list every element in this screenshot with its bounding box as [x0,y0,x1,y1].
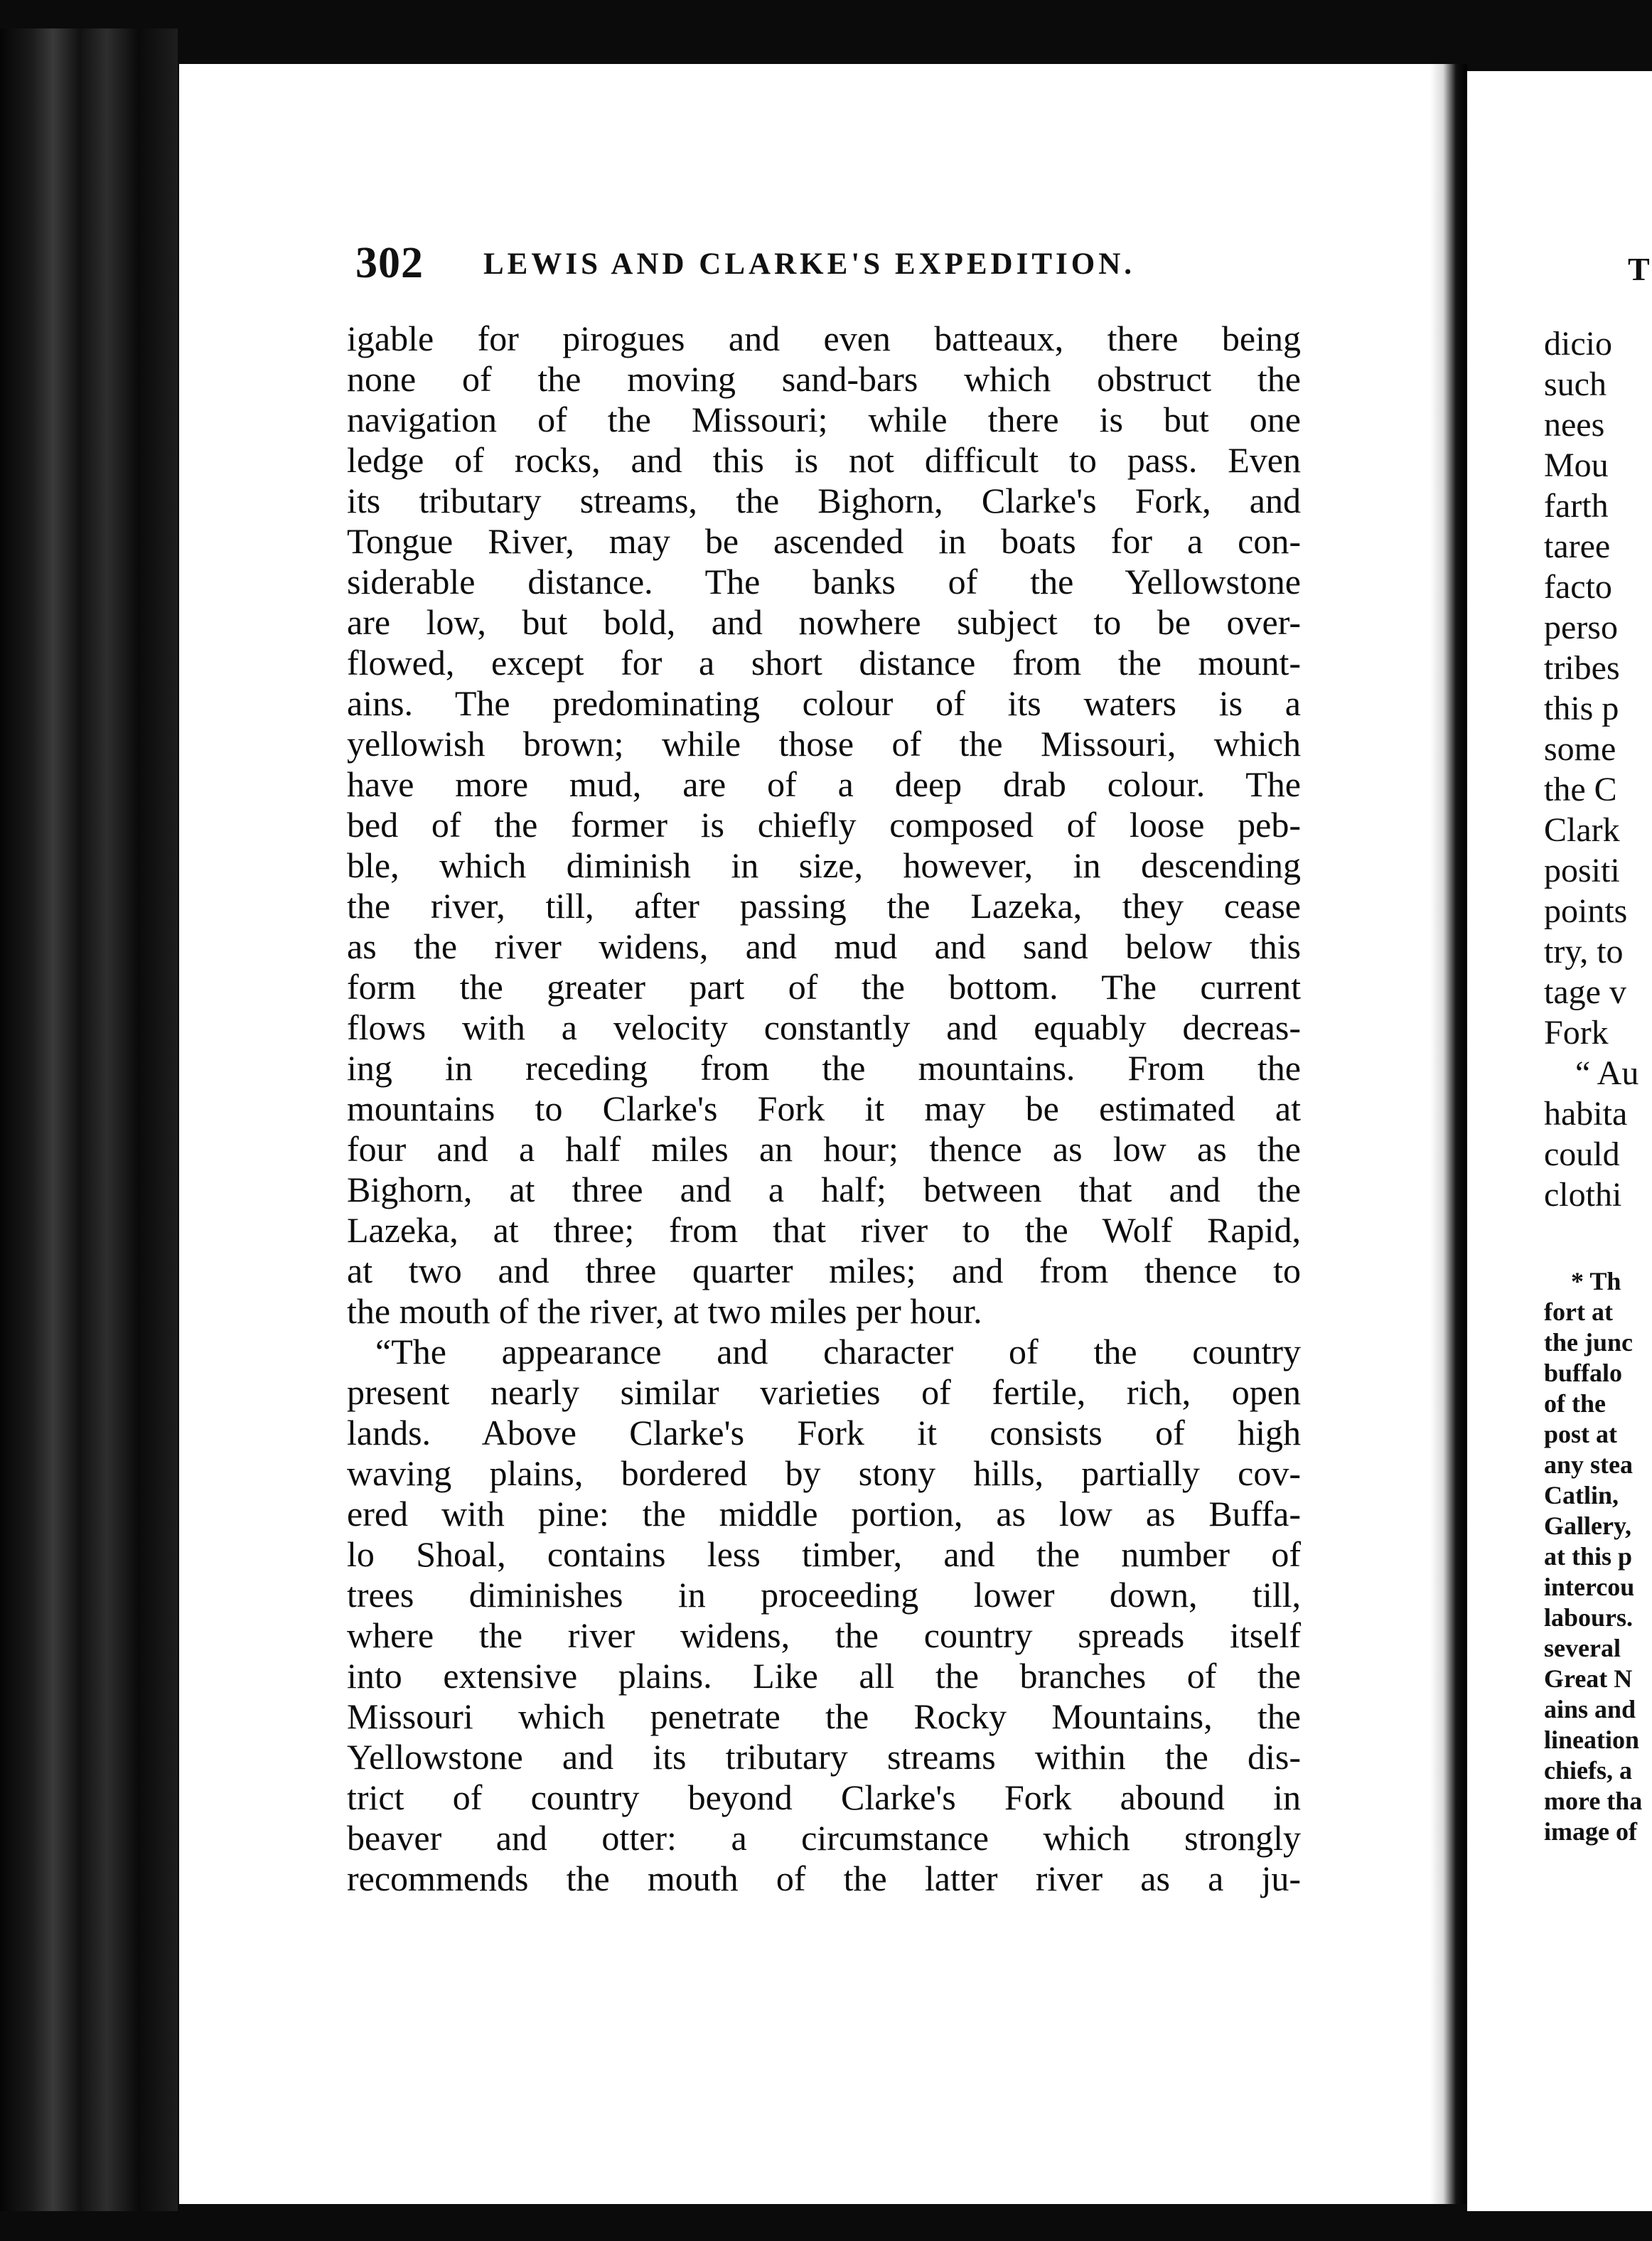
facing-text-fragment: Mou [1544,446,1609,484]
book-gutter [1430,64,1467,2204]
facing-footnote-fragment: any stea [1544,1450,1633,1479]
facing-footnote-fragment: Catlin, [1544,1481,1619,1509]
text-line: Bighorn, at three and a half; between that and the [347,1170,1301,1209]
page-number: 302 [355,239,424,287]
facing-footnote-fragment: Gallery, [1544,1512,1631,1540]
text-line: Lazeka, at three; from that river to the Wolf Rapid, [347,1210,1301,1250]
facing-footnote-fragment: buffalo [1544,1359,1623,1387]
facing-text-fragment: this p [1544,690,1619,727]
text-line: present nearly similar varieties of fertile, rich, open [347,1372,1301,1412]
body-text [347,319,1301,1899]
facing-footnote-fragment: chiefs, a [1544,1756,1632,1785]
facing-footnote-fragment: lineation [1544,1726,1640,1754]
facing-footnote-fragment: fort at [1544,1298,1613,1326]
text-line: recommends the mouth of the latter river as a ju- [347,1858,1301,1898]
text-line: where the river widens, the country spreads itself [347,1615,1301,1655]
text-line: flowed, except for a short distance from the mount- [347,643,1301,683]
facing-footnote-fragment: intercou [1544,1573,1635,1601]
facing-text-fragment: nees [1544,406,1605,444]
text-line: “The appearance and character of the country [375,1332,1301,1371]
text-line: none of the moving sand-bars which obstruct the [347,359,1301,399]
facing-text-fragment: try, to [1544,933,1624,970]
facing-text-fragment: the C [1544,771,1617,808]
facing-footnote-fragment: several [1544,1634,1621,1662]
text-line: at two and three quarter miles; and from thence to [347,1251,1301,1290]
facing-text-fragment: clothi [1544,1176,1622,1214]
text-line: beaver and otter: a circumstance which strongly [347,1818,1301,1858]
facing-text-fragment: perso [1544,609,1618,646]
facing-text-fragment: Clark [1544,811,1620,849]
facing-footnote-fragment: labours. [1544,1603,1634,1632]
text-line: bed of the former is chiefly composed of loose peb- [347,805,1301,845]
facing-text-fragment: points [1544,892,1628,930]
facing-footnote-fragment: more tha [1544,1787,1643,1815]
facing-footnote-fragment: ains and [1544,1695,1636,1723]
facing-text-fragment: tage v [1544,973,1626,1011]
text-line: are low, but bold, and nowhere subject to be over- [347,602,1301,642]
text-line: ains. The predominating colour of its waters is a [347,683,1301,723]
page-header [355,238,1422,295]
text-line: the river, till, after passing the Lazeka, they cease [347,886,1301,926]
facing-footnote-fragment: * Th [1571,1267,1621,1295]
text-line: Missouri which penetrate the Rocky Mountains, the [347,1696,1301,1736]
text-line: navigation of the Missouri; while there is but one [347,400,1301,439]
running-head: LEWIS AND CLARKE'S EXPEDITION. [483,247,1136,281]
text-line: waving plains, bordered by stony hills, partially cov- [347,1453,1301,1493]
text-line: trees diminishes in proceeding lower down, till, [347,1575,1301,1615]
facing-footnote-fragment: Great N [1544,1664,1633,1693]
text-line: its tributary streams, the Bighorn, Clarke's Fork, and [347,481,1301,520]
text-line: igable for pirogues and even batteaux, there being [347,319,1301,358]
facing-text-fragment: taree [1544,528,1611,565]
facing-footnote-fragment: image of [1544,1817,1637,1846]
text-line: lands. Above Clarke's Fork it consists of high [347,1413,1301,1453]
text-line: into extensive plains. Like all the branches of the [347,1656,1301,1696]
text-line: ble, which diminish in size, however, in descending [347,845,1301,885]
text-line: as the river widens, and mud and sand below this [347,926,1301,966]
text-line: ing in receding from the mountains. From the [347,1048,1301,1088]
facing-footnote-fragment: of the [1544,1389,1606,1418]
facing-text-fragment: tribes [1544,649,1620,687]
text-line: siderable distance. The banks of the Yellowstone [347,562,1301,601]
text-line: mountains to Clarke's Fork it may be estimated at [347,1089,1301,1128]
facing-text-fragment: such [1544,365,1607,403]
facing-text-fragment: facto [1544,568,1612,606]
text-line: trict of country beyond Clarke's Fork abound in [347,1777,1301,1817]
facing-text-fragment: some [1544,730,1616,768]
text-line: yellowish brown; while those of the Missouri, which [347,724,1301,764]
text-line: flows with a velocity constantly and equably decreas- [347,1007,1301,1047]
text-line: lo Shoal, contains less timber, and the number of [347,1534,1301,1574]
facing-footnote-fragment: the junc [1544,1328,1633,1357]
text-line: the mouth of the river, at two miles per hour. [347,1291,982,1331]
book-page-edges [0,28,178,2211]
facing-text-fragment: “ Au [1575,1054,1639,1092]
facing-page-text [1544,323,1652,1847]
facing-text-fragment: habita [1544,1095,1628,1133]
text-line: ledge of rocks, and this is not difficult to pass. Even [347,440,1301,480]
facing-page-header: T [1628,251,1650,287]
facing-text-fragment: dicio [1544,325,1612,363]
text-line: form the greater part of the bottom. The current [347,967,1301,1007]
facing-footnote-fragment: post at [1544,1420,1618,1448]
facing-text-fragment: could [1544,1135,1620,1173]
facing-text-fragment: Fork [1544,1014,1609,1052]
facing-text-fragment: positi [1544,852,1620,889]
text-line: Tongue River, may be ascended in boats for a con- [347,521,1301,561]
text-line: ered with pine: the middle portion, as low as Buffa- [347,1494,1301,1534]
text-line: Yellowstone and its tributary streams within the dis- [347,1737,1301,1777]
text-line: four and a half miles an hour; thence as low as the [347,1129,1301,1169]
facing-footnote-fragment: at this p [1544,1542,1633,1571]
text-line: have more mud, are of a deep drab colour. The [347,764,1301,804]
facing-text-fragment: farth [1544,487,1609,525]
